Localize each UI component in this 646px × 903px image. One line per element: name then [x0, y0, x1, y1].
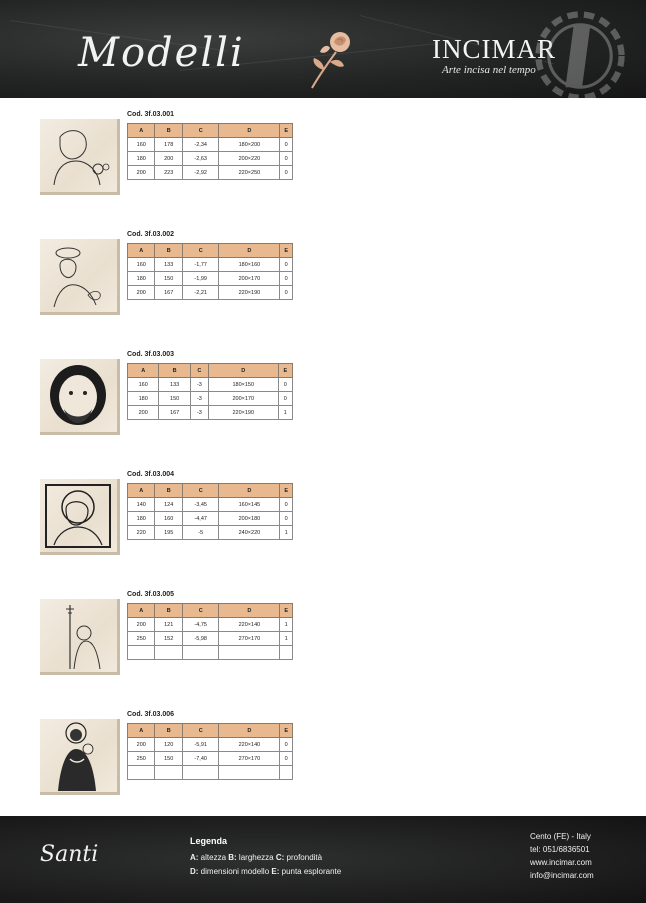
column-header: C [182, 604, 219, 618]
table-cell [155, 646, 182, 660]
table-cell: 150 [155, 752, 182, 766]
table-cell: 180 [128, 152, 155, 166]
table-row [128, 632, 293, 646]
table-cell: 121 [155, 618, 182, 632]
column-header: A [128, 604, 155, 618]
table-cell: 1 [280, 618, 293, 632]
spec-table [127, 123, 293, 180]
legend-text: punta esplorante [279, 867, 342, 876]
legend-text: dimensioni modello [198, 867, 272, 876]
table-cell: 1 [280, 526, 293, 540]
table-cell: 0 [280, 286, 293, 300]
table-cell: 200 [128, 406, 159, 420]
product-block [0, 591, 646, 701]
table-row [128, 738, 293, 752]
legend-key: B: [228, 853, 237, 862]
category-label: Santi [40, 842, 99, 867]
table-cell: 167 [155, 286, 182, 300]
table-cell: 160 [128, 378, 159, 392]
page-title: Modelli [78, 30, 245, 76]
column-header: E [280, 724, 293, 738]
table-cell: 195 [155, 526, 182, 540]
contact-website[interactable]: www.incimar.com [530, 858, 592, 867]
table-cell: 1 [280, 632, 293, 646]
column-header: B [155, 604, 182, 618]
column-header: D [219, 484, 280, 498]
table-cell: 0 [280, 498, 293, 512]
table-cell [155, 766, 182, 780]
column-header: E [280, 604, 293, 618]
table-cell: 200×170 [219, 272, 280, 286]
product-image [40, 239, 120, 315]
column-header: A [128, 124, 155, 138]
column-header: D [219, 724, 280, 738]
contact-email[interactable]: info@incimar.com [530, 871, 594, 880]
table-cell: 180 [128, 512, 155, 526]
column-header: B [155, 724, 182, 738]
table-cell: 160 [128, 258, 155, 272]
legend-key: D: [190, 867, 199, 876]
column-header: C [182, 484, 219, 498]
table-row [128, 138, 293, 152]
column-header: D [208, 364, 278, 378]
table-row [128, 526, 293, 540]
table-cell: 160 [155, 512, 182, 526]
table-row [128, 272, 293, 286]
table-row [128, 646, 293, 660]
column-header: C [182, 724, 219, 738]
table-cell: 0 [280, 138, 293, 152]
table-cell: 0 [280, 258, 293, 272]
table-cell: 200 [128, 286, 155, 300]
contact-phone: tel: 051/6836501 [530, 845, 590, 854]
product-code: Cod. 3f.03.003 [127, 351, 175, 358]
table-cell: 0 [278, 378, 292, 392]
spec-table [127, 483, 293, 540]
column-header: A [128, 364, 159, 378]
table-cell: 0 [280, 512, 293, 526]
column-header: D [219, 124, 280, 138]
table-cell: 180 [128, 392, 159, 406]
table-cell [182, 646, 219, 660]
table-cell: 200×170 [208, 392, 278, 406]
product-block [0, 711, 646, 821]
column-header: D [219, 244, 280, 258]
table-cell: -4,75 [182, 618, 219, 632]
table-cell: 133 [155, 258, 182, 272]
table-cell: -3 [190, 378, 208, 392]
product-code: Cod. 3f.03.004 [127, 471, 175, 478]
legend-line-2 [190, 867, 341, 876]
table-cell: 0 [280, 752, 293, 766]
table-cell: -1,77 [182, 258, 219, 272]
table-cell [128, 766, 155, 780]
column-header: E [280, 484, 293, 498]
table-row [128, 512, 293, 526]
table-cell: 150 [155, 272, 182, 286]
table-cell: 220×250 [219, 166, 280, 180]
table-cell: 220×190 [208, 406, 278, 420]
legend-title: Legenda [190, 836, 228, 846]
rose-icon [302, 22, 362, 92]
table-cell: 200×220 [219, 152, 280, 166]
table-cell [280, 766, 293, 780]
table-cell [182, 766, 219, 780]
brand-name: INCIMAR [432, 34, 557, 64]
table-cell: 200 [128, 166, 155, 180]
table-cell: 270×170 [219, 632, 280, 646]
spec-table [127, 603, 293, 660]
table-cell: 180 [128, 272, 155, 286]
product-image [40, 719, 120, 795]
spec-table [127, 723, 293, 780]
table-cell: 0 [280, 152, 293, 166]
column-header: A [128, 484, 155, 498]
table-cell: -2,34 [182, 138, 219, 152]
table-cell: 220×140 [219, 618, 280, 632]
table-cell: 120 [155, 738, 182, 752]
table-cell: -5,91 [182, 738, 219, 752]
legend-text: altezza [198, 853, 229, 862]
legend-line-1 [190, 853, 322, 862]
table-cell: -2,92 [182, 166, 219, 180]
table-cell: 124 [155, 498, 182, 512]
table-cell: 133 [159, 378, 190, 392]
page-footer [0, 816, 646, 903]
table-cell [219, 766, 280, 780]
page-header [0, 0, 646, 98]
table-row [128, 392, 293, 406]
product-block [0, 351, 646, 461]
table-cell: -3,45 [182, 498, 219, 512]
table-row [128, 752, 293, 766]
product-image [40, 599, 120, 675]
column-header: C [182, 244, 219, 258]
product-image [40, 119, 120, 195]
table-cell: 0 [280, 166, 293, 180]
product-block [0, 231, 646, 341]
table-cell [280, 646, 293, 660]
table-cell: 240×220 [219, 526, 280, 540]
legend-key: C: [275, 853, 285, 862]
table-cell: 200 [128, 618, 155, 632]
table-row [128, 258, 293, 272]
table-cell: 180×200 [219, 138, 280, 152]
table-row [128, 406, 293, 420]
column-header: C [182, 124, 219, 138]
table-cell: -4,47 [182, 512, 219, 526]
product-code: Cod. 3f.03.005 [127, 591, 175, 598]
table-cell: 250 [128, 752, 155, 766]
product-image [40, 359, 120, 435]
table-row [128, 152, 293, 166]
brand-tagline: Arte incisa nel tempo [442, 64, 536, 76]
table-row [128, 498, 293, 512]
table-cell: 140 [128, 498, 155, 512]
table-cell: -5 [182, 526, 219, 540]
table-row [128, 618, 293, 632]
table-cell: 200 [128, 738, 155, 752]
table-cell: 0 [280, 272, 293, 286]
table-cell: 152 [155, 632, 182, 646]
column-header: B [155, 244, 182, 258]
table-cell: -5,98 [182, 632, 219, 646]
legend-key: A: [190, 853, 199, 862]
table-cell: 160 [128, 138, 155, 152]
column-header: C [190, 364, 208, 378]
legend-key: E: [271, 867, 280, 876]
table-cell: 180×160 [219, 258, 280, 272]
table-cell: 220 [128, 526, 155, 540]
column-header: E [280, 124, 293, 138]
table-cell: 223 [155, 166, 182, 180]
table-cell: 250 [128, 632, 155, 646]
table-cell: 178 [155, 138, 182, 152]
table-cell: -2,63 [182, 152, 219, 166]
spec-table [127, 363, 293, 420]
table-cell: 200×180 [219, 512, 280, 526]
table-cell: -2,21 [182, 286, 219, 300]
table-cell: 167 [159, 406, 190, 420]
table-cell: -1,99 [182, 272, 219, 286]
table-cell: 200 [155, 152, 182, 166]
table-row [128, 378, 293, 392]
column-header: E [278, 364, 292, 378]
table-cell: 0 [278, 392, 292, 406]
legend-text: profondità [284, 853, 323, 862]
column-header: D [219, 604, 280, 618]
column-header: B [159, 364, 190, 378]
column-header: B [155, 484, 182, 498]
column-header: B [155, 124, 182, 138]
table-cell: 1 [278, 406, 292, 420]
column-header: A [128, 724, 155, 738]
table-row [128, 166, 293, 180]
column-header: E [280, 244, 293, 258]
column-header: A [128, 244, 155, 258]
contact-location: Cento (FE) - Italy [530, 832, 591, 841]
product-block [0, 471, 646, 581]
table-cell: -7,40 [182, 752, 219, 766]
table-cell: 220×190 [219, 286, 280, 300]
table-cell: 220×140 [219, 738, 280, 752]
product-code: Cod. 3f.03.001 [127, 111, 175, 118]
product-code: Cod. 3f.03.006 [127, 711, 175, 718]
table-cell [219, 646, 280, 660]
spec-table [127, 243, 293, 300]
table-cell: 0 [280, 738, 293, 752]
product-image [40, 479, 120, 555]
table-cell: -3 [190, 406, 208, 420]
product-block [0, 111, 646, 221]
gear-logo-icon [528, 4, 632, 98]
table-cell: 150 [159, 392, 190, 406]
table-row [128, 286, 293, 300]
table-cell [128, 646, 155, 660]
product-code: Cod. 3f.03.002 [127, 231, 175, 238]
table-cell: 160×145 [219, 498, 280, 512]
legend-text: larghezza [236, 853, 276, 862]
table-cell: -3 [190, 392, 208, 406]
table-cell: 270×170 [219, 752, 280, 766]
table-cell: 180×150 [208, 378, 278, 392]
table-row [128, 766, 293, 780]
